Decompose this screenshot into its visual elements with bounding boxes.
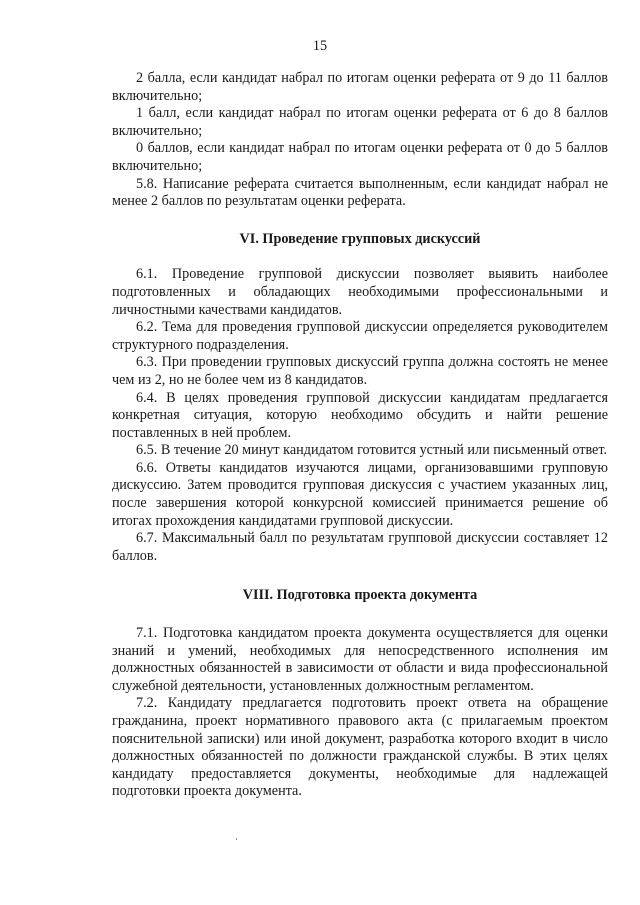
paragraph: 6.5. В течение 20 минут кандидатом готовится устный или письменный ответ. (136, 442, 608, 459)
paragraph: 6.1. Проведение групповой дискуссии позволяет выявить наиболее подготовленных и обладающих необходимыми профессиональными и личностными качествами кандидатов. (112, 266, 608, 318)
page-content (112, 70, 608, 801)
paragraph: 6.7. Максимальный балл по результатам групповой дискуссии составляет 12 баллов. (112, 530, 608, 564)
section-heading: VI. Проведение групповых дискуссий (239, 230, 481, 247)
paragraph: 1 балл, если кандидат набрал по итогам оценки реферата от 6 до 8 баллов включительно; (112, 105, 608, 139)
scan-speck (236, 838, 237, 840)
paragraph: 7.2. Кандидату предлагается подготовить проект ответа на обращение гражданина, проект нормативного правового акта (с прилагаемым проектом пояснительной записки) или иной документ, разработка которого входит в число должностных обязанностей по должности гражданской службы. В этих целях кандидату предоставляется документы, необходимые для надлежащей подготовки проекта документа. (112, 695, 608, 800)
paragraph: 6.6. Ответы кандидатов изучаются лицами, организовавшими групповую дискуссию. Затем проводится групповая дискуссия с участием указанных лиц, после завершения которой конкурсной комиссией принимается решение об итогах прохождения кандидатами групповой дискуссии. (112, 459, 608, 529)
paragraph: 0 баллов, если кандидат набрал по итогам оценки реферата от 0 до 5 баллов включительно; (112, 140, 608, 174)
paragraph: 2 балла, если кандидат набрал по итогам оценки реферата от 9 до 11 баллов включительно; (112, 70, 608, 104)
paragraph: 6.3. При проведении групповых дискуссий группа должна состоять не менее чем из 2, но не более чем из 8 кандидатов. (112, 354, 608, 388)
paragraph: 7.1. Подготовка кандидатом проекта документа осуществляется для оценки знаний и умений, необходимых для непосредственного исполнения им должностных обязанностей в зависимости от области и вида профессиональной служебной деятельности, установленных должностным регламентом. (112, 625, 608, 694)
paragraph: 6.4. В целях проведения групповой дискуссии кандидатам предлагается конкретная ситуация, которую необходимо обсудить и найти решение поставленных в ней проблем. (112, 389, 608, 441)
paragraph: 6.2. Тема для проведения групповой дискуссии определяется руководителем структурного подразделения. (112, 319, 608, 353)
page-number: 15 (312, 38, 328, 54)
paragraph: 5.8. Написание реферата считается выполненным, если кандидат набрал не менее 2 баллов по результатам оценки реферата. (112, 175, 608, 210)
section-heading: VIII. Подготовка проекта документа (242, 587, 478, 604)
